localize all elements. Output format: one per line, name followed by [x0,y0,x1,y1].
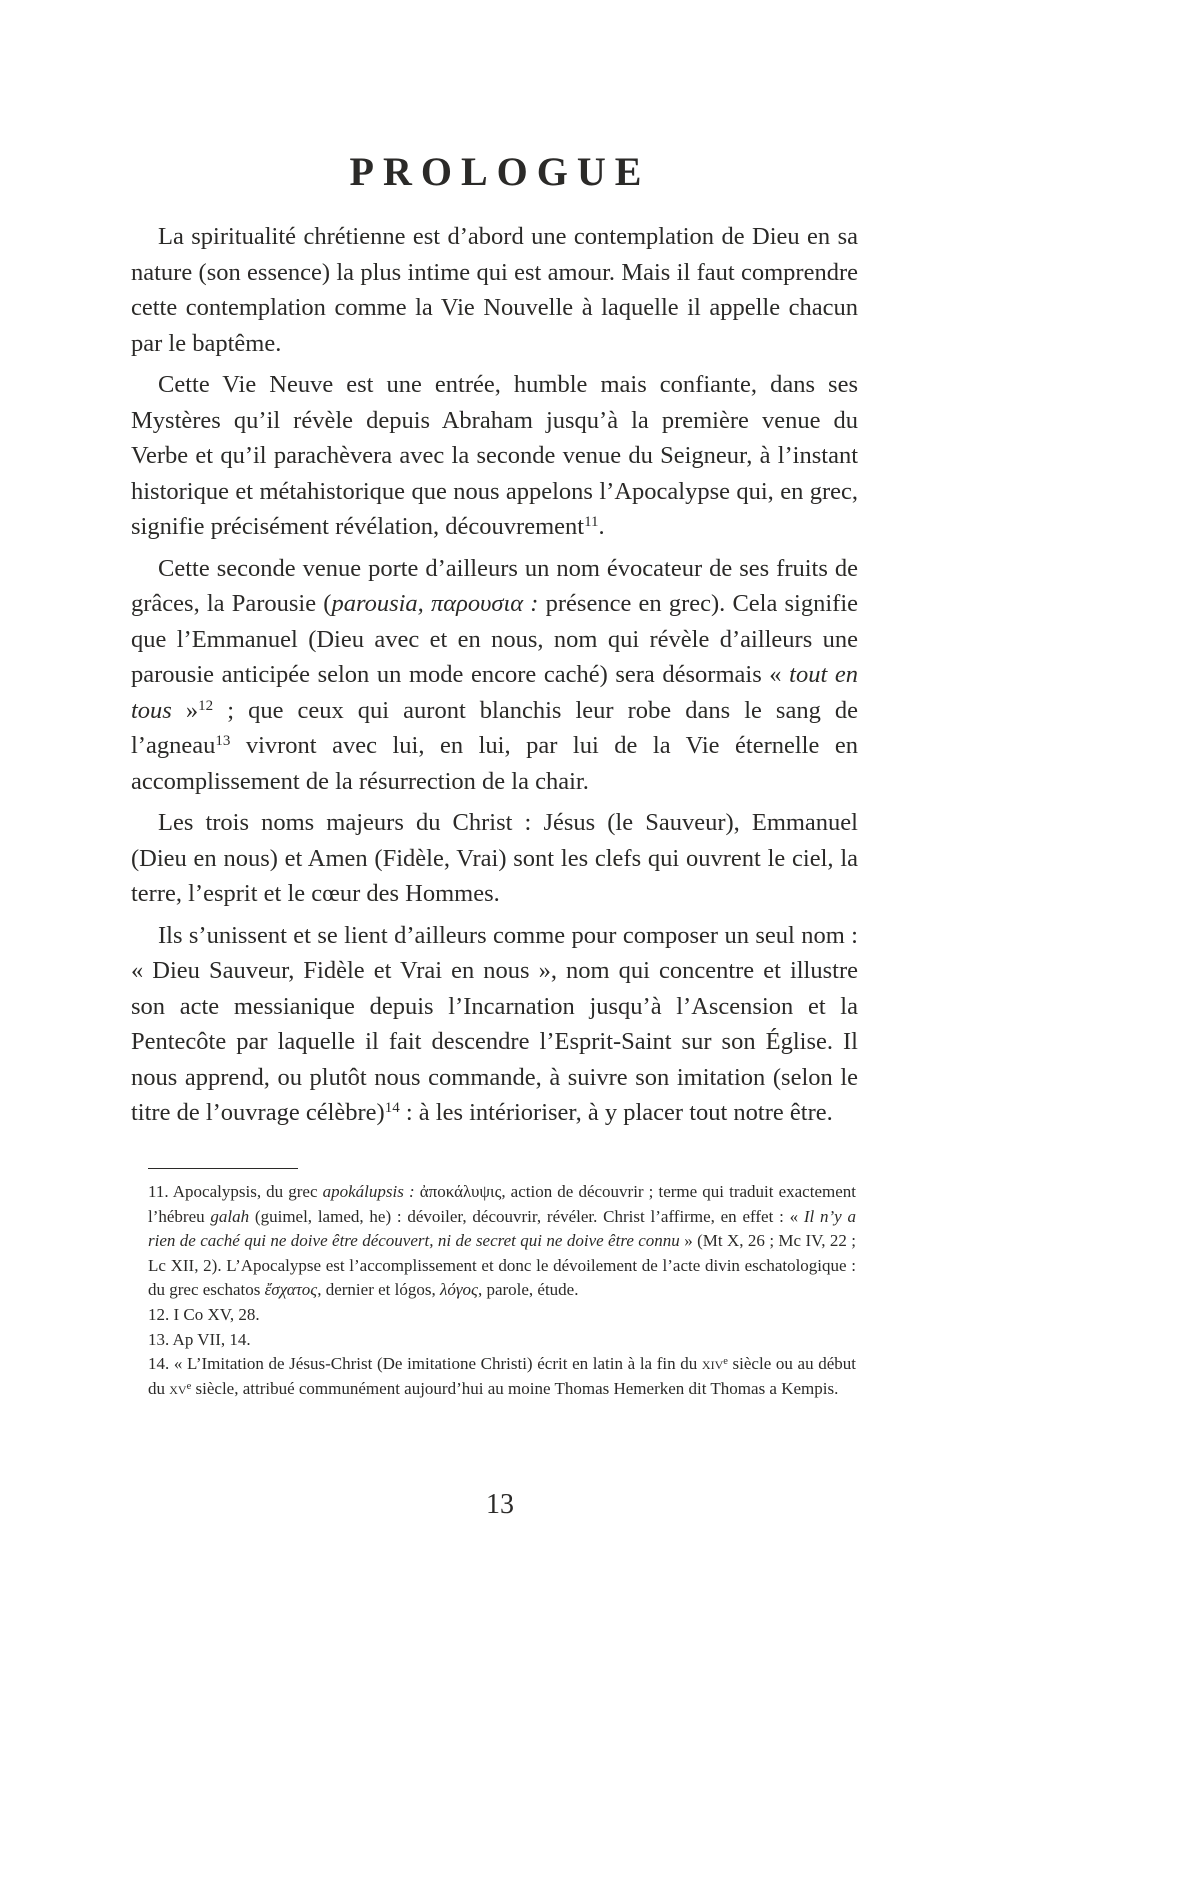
paragraph-1: La spiritualité chrétienne est d’abord une contemplation de Dieu en sa nature (son essence) la plus intime qui est amour. Mais il faut comprendre cette contemplation comme la Vie Nouvelle à laquelle il appelle chacun par le baptême. [131,223,858,357]
parousia-term: parousia, παρουσια : [331,590,539,617]
footnotes [148,1180,856,1401]
footnote-ref-12[interactable]: 12 [198,697,214,714]
paragraph-3: Cette seconde venue porte d’ailleurs un nom évocateur de ses fruits de grâces, la Parousie (parousia, παρουσια : présence en grec). Cela signifie que l’Emmanuel (Dieu avec et en nous, nom qui révèle d’ailleurs une parousie anticipée selon un mode encore caché) sera désormais « tout en tous »$^{12}$ ; que ceux qui auront blanchis leur robe dans le sang de l’agneau$^{13}$ vivront avec lui, en lui, par lui de la Vie éternelle en accomplissement de la résurrection de la chair. [131,554,859,795]
footnote-separator [148,1168,298,1169]
footnote-ref-11[interactable]: 11 [584,514,599,530]
tout-en-tous-quote: tout en tous [131,661,858,724]
page-number: 13 [486,1489,514,1520]
footnote-ref-14[interactable]: 14 [384,1100,400,1116]
footnote-ref-13[interactable]: 13 [215,733,231,749]
paragraph-4: Les trois noms majeurs du Christ : Jésus (le Sauveur), Emmanuel (Dieu en nous) et Amen (Fidèle, Vrai) sont les clefs qui ouvrent le ciel, la terre, l’esprit et le cœur des Hommes. [131,809,858,907]
page-title: PROLOGUE [349,149,651,194]
paragraph-2: Cette Vie Neuve est une entrée, humble mais confiante, dans ses Mystères qu’il révèle depuis Abraham jusqu’à la première venue du Verbe et qu’il parachèvera avec la seconde venue du Seigneur, à l’instant historique et métahistorique que nous appelons l’Apocalypse qui, en grec, signifie précisément révélation, découvrement$^{11}$. [131,371,858,540]
footnote-12: 12. I Co XV, 28. [148,1304,260,1324]
footnote-14: 14. « L’Imitation de Jésus-Christ (De imitatione Christi) écrit en latin à la fin du xiv$^e$ siècle ou au début du $xv^e$ siècle, attribué communément aujourd’hui au moine Thomas Hemerken dit Thomas a Kempis. [148,1354,856,1398]
footnote-11: 11. Apocalypsis, du grec apokálupsis : ἀποκάλυψις, action de découvrir ; terme qui traduit exactement l’hébreu galah (guimel, lamed, he) : dévoiler, découvrir, révéler. Christ l’affirme, en effet : « Il n’y a rien de caché qui ne doive être découvert, ni de secret qui ne doive être connu » (Mt X, 26 ; Mc IV, 22 ; Lc XII, 2). L’Apocalypse est l’accomplissement et donc le dévoilement de l’acte divin eschatologique : du grec eschatos ἔσχατος, dernier et lógos, λόγος, parole, étude. [148,1182,857,1300]
paragraph-5: Ils s’unissent et se lient d’ailleurs comme pour composer un seul nom : « Dieu Sauveur, Fidèle et Vrai en nous », nom qui concentre et illustre son acte messianique depuis l’Incarnation jusqu’à l’Ascension et la Pentecôte par laquelle il fait descendre l’Esprit-Saint sur son Église. Il nous apprend, ou plutôt nous commande, à suivre son imitation (selon le titre de l’ouvrage célèbre)$^{14}$ : à les intérioriser, à y placer tout notre être. [131,921,858,1126]
main-text [131,219,858,1131]
footnote-13: 13. Ap VII, 14. [148,1329,251,1349]
